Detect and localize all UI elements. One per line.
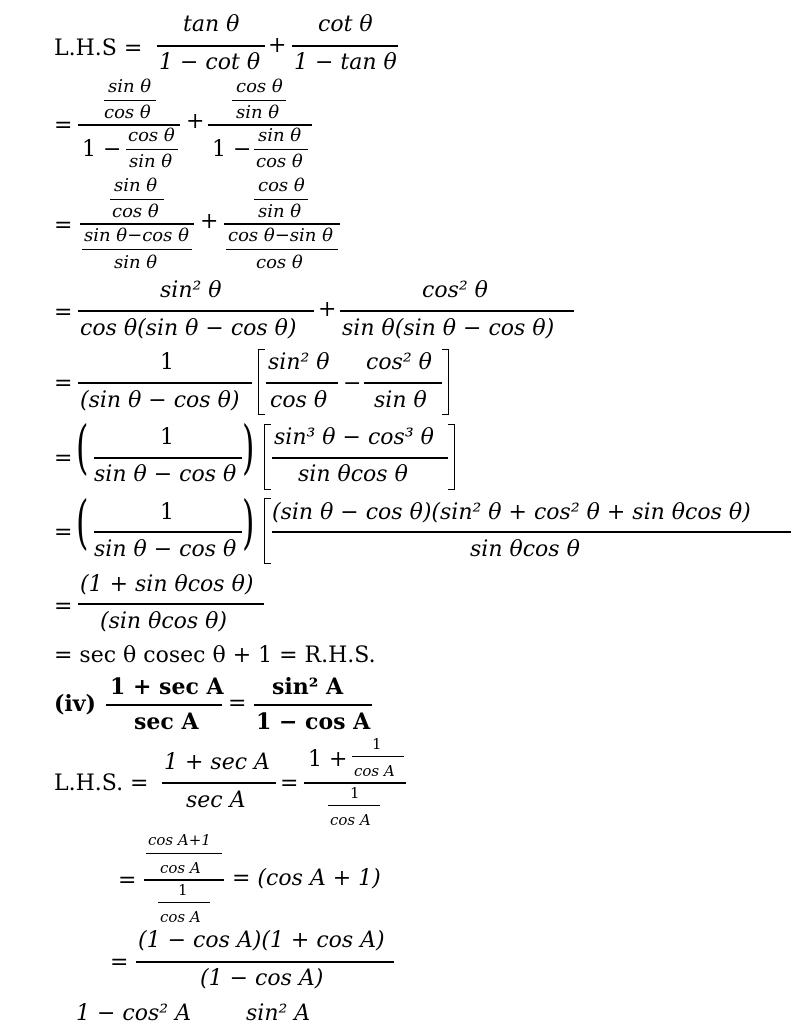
sub-numerator: cos θ bbox=[236, 76, 283, 97]
sub-denominator: sin θ bbox=[236, 102, 280, 123]
sub-denominator: cos θ bbox=[104, 102, 151, 123]
equals-sign: = bbox=[54, 520, 73, 545]
sub-numerator: sin³ θ − cos³ θ bbox=[274, 425, 434, 450]
frac-bar bbox=[78, 382, 252, 384]
sub-numerator: 1 bbox=[178, 881, 188, 899]
sub-numerator: (sin θ − cos θ)(sin² θ + cos² θ + sin θcos θ) bbox=[272, 500, 751, 525]
equals-sign: = bbox=[54, 300, 73, 325]
equals-sign: = bbox=[54, 213, 73, 238]
frac2-bar bbox=[292, 45, 398, 47]
frac1-denominator: sec A bbox=[186, 788, 246, 813]
sub-denominator: cos A bbox=[160, 859, 201, 877]
part-label: (iv) bbox=[54, 691, 96, 717]
sub-denominator: sin θcos θ bbox=[298, 462, 408, 487]
equals-sign: = bbox=[54, 446, 73, 471]
sub-bar bbox=[254, 149, 308, 150]
frac-denominator: sin θ − cos θ bbox=[94, 462, 237, 487]
sub-bar bbox=[226, 249, 338, 250]
sub-numerator: sin θ bbox=[114, 175, 158, 196]
one-minus: 1 − bbox=[82, 137, 122, 162]
sub-bar bbox=[364, 382, 442, 384]
frac2-numerator: cos² θ bbox=[422, 278, 488, 303]
frac-numerator: (1 − cos A)(1 + cos A) bbox=[138, 928, 385, 953]
frac-numerator: 1 bbox=[160, 425, 174, 450]
sub-bar bbox=[266, 382, 338, 384]
sub-numerator: cos A+1 bbox=[148, 831, 211, 849]
left-paren: ( bbox=[76, 488, 89, 556]
sub-bar bbox=[232, 100, 286, 101]
right-bracket bbox=[448, 424, 455, 490]
sub-numerator: cos² θ bbox=[366, 350, 432, 375]
equals-sign: = bbox=[54, 594, 73, 619]
frac1-bar bbox=[106, 704, 222, 706]
frac2-denominator: 1 − tan θ bbox=[294, 50, 397, 75]
lhs-label: L.H.S = bbox=[54, 36, 143, 61]
right-bracket bbox=[442, 349, 449, 415]
sub-bar bbox=[146, 853, 222, 854]
frac2-bar bbox=[340, 310, 574, 312]
sub-numerator: cos θ bbox=[258, 175, 305, 196]
equals-sign: = bbox=[110, 950, 129, 975]
sub-denominator: cos A bbox=[354, 762, 395, 780]
sub-bar bbox=[126, 149, 178, 150]
sub-bar bbox=[352, 756, 404, 757]
sub-denominator: sin θ bbox=[129, 151, 173, 172]
plus-sign: + bbox=[318, 297, 337, 322]
frac1-denominator: sec A bbox=[134, 709, 199, 735]
frac2-numerator: cot θ bbox=[318, 12, 373, 37]
result-expression: = (cos A + 1) bbox=[232, 866, 381, 891]
equals-sign: = bbox=[54, 371, 73, 396]
frac1-denominator: 1 − cot θ bbox=[159, 50, 261, 75]
equals-sign: = bbox=[228, 691, 247, 716]
left-bracket bbox=[264, 498, 271, 564]
frac2-denominator: 1 − cos A bbox=[256, 709, 371, 735]
sub-denominator: cos A bbox=[330, 811, 371, 829]
sub-denominator: sin θ bbox=[258, 201, 302, 222]
sub-denominator: cos θ bbox=[270, 388, 328, 413]
sub-bar bbox=[328, 805, 380, 806]
sub-denominator: cos θ bbox=[256, 151, 303, 172]
plus-sign: + bbox=[200, 209, 219, 234]
equals-sign: = bbox=[280, 771, 299, 796]
frac-denominator: (1 − cos A) bbox=[200, 966, 324, 991]
sub-bar bbox=[272, 457, 448, 459]
frac-numerator: (1 + sin θcos θ) bbox=[80, 572, 254, 597]
sub-bar bbox=[254, 199, 308, 200]
sub-bar bbox=[110, 199, 164, 200]
sub-bar bbox=[104, 100, 156, 101]
sub-numerator: sin θ bbox=[108, 76, 152, 97]
frac-denominator: (sin θcos θ) bbox=[100, 609, 227, 634]
right-paren: ) bbox=[242, 413, 255, 481]
left-paren: ( bbox=[76, 413, 89, 481]
frac-numerator: 1 bbox=[160, 350, 174, 375]
sub-numerator: cos θ bbox=[128, 125, 175, 146]
frac1-numerator: sin² θ bbox=[160, 278, 222, 303]
plus-sign: + bbox=[186, 109, 205, 134]
sub-denominator: sin θcos θ bbox=[470, 537, 580, 562]
frac1-numerator: tan θ bbox=[183, 12, 240, 37]
sub-numerator: 1 bbox=[350, 784, 360, 802]
frac-bar bbox=[78, 603, 264, 605]
sub-denominator: sin θ bbox=[114, 252, 158, 273]
sub-numerator: sin² θ bbox=[268, 350, 330, 375]
frac-bar bbox=[94, 531, 242, 533]
frac2-denominator: sin θ(sin θ − cos θ) bbox=[342, 316, 555, 341]
equals-sign: = bbox=[118, 868, 137, 893]
frac1-numerator: 1 + sec A bbox=[110, 674, 224, 700]
sub-numerator: cos θ−sin θ bbox=[228, 225, 333, 246]
frac1-numerator: 1 + sec A bbox=[164, 750, 270, 775]
frac-bar bbox=[136, 961, 394, 963]
left-bracket bbox=[264, 424, 271, 490]
frac2-numerator: sin² A bbox=[272, 674, 344, 700]
sub-bar bbox=[158, 902, 210, 903]
frac1-denominator: cos θ(sin θ − cos θ) bbox=[80, 316, 297, 341]
sub-denominator: cos θ bbox=[256, 252, 303, 273]
minus-sign: − bbox=[343, 371, 362, 396]
frac1-bar bbox=[162, 782, 276, 784]
sub-denominator: cos A bbox=[160, 908, 201, 926]
frac1-bar bbox=[78, 310, 314, 312]
frac-numerator: 1 bbox=[160, 500, 174, 525]
sub-bar bbox=[272, 531, 791, 533]
sub-denominator: sin θ bbox=[374, 388, 427, 413]
sub-numerator: sin θ−cos θ bbox=[84, 225, 189, 246]
partial-numerator-left: 1 − cos² A bbox=[76, 1001, 191, 1026]
sub-denominator: cos θ bbox=[112, 201, 159, 222]
sub-numerator: sin θ bbox=[258, 125, 302, 146]
lhs-label: L.H.S. = bbox=[54, 771, 149, 796]
one-minus: 1 − bbox=[212, 137, 252, 162]
plus-sign: + bbox=[268, 33, 287, 58]
right-paren: ) bbox=[242, 488, 255, 556]
frac2-bar bbox=[254, 704, 372, 706]
frac-bar bbox=[94, 457, 242, 459]
partial-numerator-right: sin² A bbox=[246, 1001, 311, 1026]
left-bracket bbox=[258, 349, 265, 415]
one-plus: 1 + bbox=[308, 747, 348, 772]
frac1-bar bbox=[157, 45, 265, 47]
frac-denominator: (sin θ − cos θ) bbox=[80, 388, 240, 413]
frac-denominator: sin θ − cos θ bbox=[94, 537, 237, 562]
equals-sign: = bbox=[54, 113, 73, 138]
sub-bar bbox=[82, 249, 192, 250]
sub-numerator: 1 bbox=[372, 735, 382, 753]
result-line: = sec θ cosec θ + 1 = R.H.S. bbox=[54, 643, 376, 668]
